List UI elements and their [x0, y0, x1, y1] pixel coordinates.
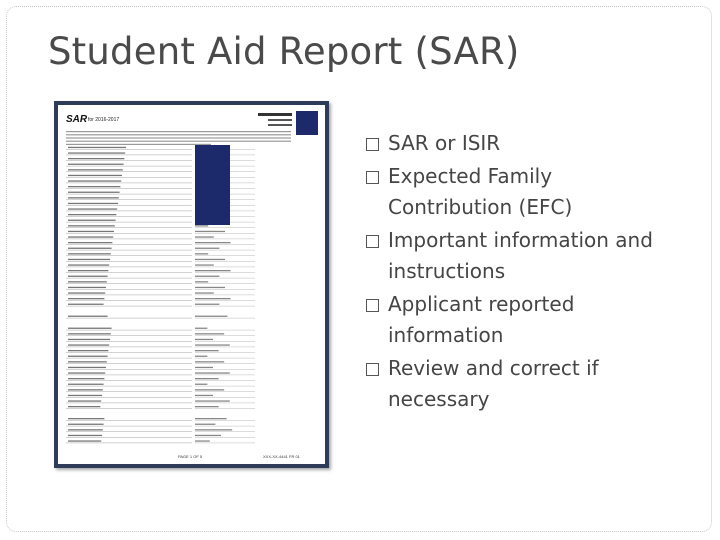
form-line [195, 259, 225, 260]
form-line [195, 281, 208, 282]
form-line [66, 306, 192, 307]
form-line [195, 350, 219, 351]
form-line [66, 194, 192, 195]
form-line [195, 295, 255, 296]
form-line [66, 239, 192, 240]
form-line [195, 304, 219, 305]
form-line [195, 250, 255, 251]
form-line [68, 344, 109, 345]
form-line [66, 141, 291, 142]
form-line [195, 384, 207, 385]
form-line [66, 283, 192, 284]
form-line [195, 236, 214, 237]
bullet-list [366, 128, 666, 417]
sar-footer-left: PAGE 1 OF 5 [178, 454, 203, 459]
form-line [195, 352, 255, 353]
form-line [195, 253, 208, 254]
header-line [268, 124, 292, 126]
form-line [68, 186, 120, 187]
form-line [68, 298, 104, 299]
form-line [195, 367, 213, 368]
form-line [195, 276, 219, 277]
form-line [68, 147, 126, 148]
bullet-box-icon [366, 363, 379, 376]
bullet-item [366, 128, 666, 159]
form-line [66, 227, 192, 228]
form-line [66, 183, 192, 184]
form-line [195, 283, 255, 284]
header-line [258, 113, 292, 116]
form-line [195, 300, 255, 301]
form-line [66, 380, 192, 381]
sar-form-thumbnail [58, 105, 325, 464]
form-line [195, 426, 255, 427]
form-line [195, 306, 255, 307]
form-line [195, 358, 255, 359]
bullet-box-icon [366, 171, 379, 184]
form-line [195, 278, 255, 279]
form-line [195, 363, 255, 364]
form-line [195, 361, 224, 362]
form-line [68, 220, 116, 221]
form-line [66, 216, 192, 217]
form-line [68, 378, 104, 379]
form-line [195, 389, 224, 390]
form-line [68, 248, 112, 249]
form-line [68, 429, 103, 430]
form-line [68, 389, 103, 390]
form-line [66, 134, 291, 135]
form-line [66, 397, 192, 398]
sar-subheading: for 2016-2017 [88, 117, 120, 123]
form-line [66, 144, 211, 145]
form-line [66, 149, 192, 150]
form-line [68, 208, 117, 209]
form-line [195, 406, 219, 407]
form-line [68, 203, 118, 204]
form-line [68, 197, 119, 198]
form-line [66, 295, 192, 296]
form-line [66, 386, 192, 387]
bullet-text: Applicant reported information [388, 292, 575, 347]
form-line [66, 261, 192, 262]
form-line [66, 199, 192, 200]
form-line [68, 180, 121, 181]
form-line [195, 437, 255, 438]
form-line [66, 177, 192, 178]
form-line [68, 350, 108, 351]
bullet-text: Important information and instructions [388, 228, 653, 283]
form-line [195, 400, 230, 401]
form-line [195, 435, 221, 436]
form-line [68, 361, 107, 362]
form-line [195, 420, 255, 421]
form-line [195, 328, 207, 329]
form-line [66, 244, 192, 245]
bullet-text: SAR or ISIR [388, 131, 501, 155]
sar-footer-right: XXX-XX-4441 FR 01 [263, 454, 300, 459]
form-line [195, 424, 215, 425]
form-line [68, 152, 125, 153]
form-line [68, 372, 105, 373]
form-line [66, 131, 291, 132]
bullet-box-icon [366, 235, 379, 248]
form-line [66, 341, 192, 342]
form-line [66, 403, 192, 404]
form-line [66, 222, 192, 223]
form-line [195, 333, 224, 334]
form-line [66, 318, 192, 319]
form-line [195, 369, 255, 370]
form-line [66, 255, 192, 256]
form-line [68, 440, 101, 441]
form-line [195, 289, 255, 290]
form-line [66, 437, 192, 438]
form-line [68, 264, 109, 265]
form-line [66, 278, 192, 279]
form-line [68, 418, 104, 419]
form-line [66, 375, 192, 376]
form-line [68, 270, 108, 271]
form-line [195, 244, 255, 245]
form-line [195, 330, 255, 331]
form-line [195, 429, 232, 430]
form-line [68, 328, 112, 329]
form-line [195, 372, 230, 373]
form-line [195, 242, 231, 243]
form-line [195, 239, 255, 240]
form-line [66, 166, 192, 167]
form-line [195, 267, 255, 268]
form-line [195, 335, 255, 336]
form-line [66, 420, 192, 421]
form-line [68, 236, 113, 237]
form-line [68, 259, 110, 260]
form-line [195, 380, 255, 381]
form-line [195, 270, 231, 271]
form-line [195, 227, 255, 228]
form-line [66, 369, 192, 370]
form-line [66, 352, 192, 353]
form-line [195, 318, 255, 319]
form-line [66, 250, 192, 251]
form-line [195, 292, 214, 293]
highlight-block [195, 145, 230, 225]
form-line [66, 363, 192, 364]
form-line [66, 330, 192, 331]
form-line [195, 339, 213, 340]
form-line [68, 339, 110, 340]
form-line [68, 400, 101, 401]
bullet-item [366, 353, 666, 415]
sar-heading: SAR [66, 114, 88, 125]
form-line [68, 333, 111, 334]
bullet-box-icon [366, 138, 379, 151]
form-line [195, 287, 225, 288]
form-line [66, 358, 192, 359]
form-line [195, 395, 213, 396]
form-line [66, 160, 192, 161]
form-line [68, 169, 123, 170]
form-line [66, 155, 192, 156]
form-line [195, 378, 219, 379]
form-line [68, 435, 102, 436]
form-line [195, 440, 210, 441]
form-line [68, 406, 100, 407]
form-line [195, 418, 227, 419]
form-line [195, 233, 255, 234]
form-line [68, 164, 124, 165]
bullet-text: Review and correct if necessary [388, 356, 599, 411]
form-line [66, 188, 192, 189]
form-line [66, 272, 192, 273]
form-line [66, 335, 192, 336]
form-line [66, 137, 291, 138]
form-line [66, 267, 192, 268]
bullet-box-icon [366, 299, 379, 312]
form-line [195, 431, 255, 432]
form-line [66, 289, 192, 290]
form-line [68, 225, 115, 226]
form-line [195, 341, 255, 342]
form-line [195, 403, 255, 404]
form-line [68, 424, 104, 425]
form-line [68, 214, 116, 215]
form-line [195, 248, 219, 249]
form-line [68, 242, 112, 243]
form-line [66, 443, 192, 444]
form-line [66, 391, 192, 392]
bullet-item [366, 161, 666, 223]
form-line [195, 344, 230, 345]
form-line [68, 356, 108, 357]
slide-title: Student Aid Report (SAR) [48, 30, 520, 73]
form-line [68, 281, 107, 282]
form-line [195, 347, 255, 348]
form-line [66, 426, 192, 427]
form-line [68, 287, 106, 288]
form-line [66, 211, 192, 212]
form-line [68, 231, 114, 232]
form-line [66, 171, 192, 172]
header-block [296, 111, 318, 135]
form-line [68, 384, 104, 385]
form-line [66, 408, 192, 409]
form-line [66, 300, 192, 301]
header-line [268, 119, 292, 121]
sar-document-image [54, 101, 329, 468]
form-line [68, 316, 108, 317]
sar-document-page [58, 105, 325, 464]
form-rows [66, 131, 291, 443]
form-line [195, 391, 255, 392]
form-line [66, 431, 192, 432]
form-line [195, 231, 225, 232]
form-line [195, 356, 207, 357]
form-line [195, 408, 255, 409]
form-line [68, 395, 102, 396]
form-line [66, 347, 192, 348]
bullet-item [366, 289, 666, 351]
form-line [195, 397, 255, 398]
form-line [68, 276, 108, 277]
form-line [195, 375, 255, 376]
bullet-item [366, 225, 666, 287]
form-line [195, 316, 227, 317]
form-line [195, 386, 255, 387]
form-line [195, 255, 255, 256]
form-line [68, 192, 120, 193]
bullet-text: Expected Family Contribution (EFC) [388, 164, 573, 219]
form-line [68, 158, 124, 159]
form-line [195, 443, 255, 444]
form-line [195, 264, 214, 265]
form-line [195, 298, 231, 299]
form-line [195, 272, 255, 273]
form-line [195, 261, 255, 262]
form-line [68, 292, 105, 293]
form-line [66, 233, 192, 234]
form-line [68, 367, 106, 368]
form-line [66, 205, 192, 206]
form-line [68, 304, 104, 305]
form-line [195, 225, 208, 226]
form-line [68, 253, 111, 254]
form-line [68, 175, 122, 176]
